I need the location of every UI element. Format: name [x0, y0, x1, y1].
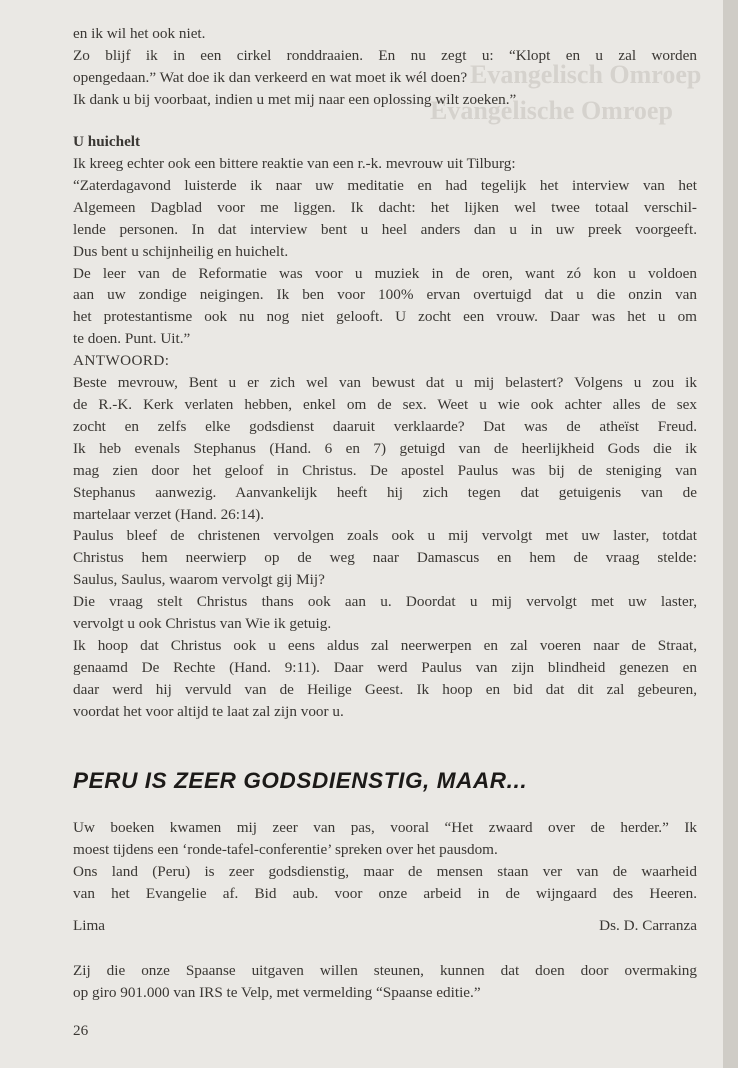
text-line: daar werd hij vervuld van de Heilige Geest. Ik hoop en bid dat dit zal gebeuren,: [73, 680, 697, 698]
text-line: “Zaterdagavond luisterde ik naar uw meditatie en had tegelijk het interview van het: [73, 176, 697, 194]
donation-note: [73, 960, 697, 1004]
answer-label: ANTWOORD:: [73, 352, 170, 370]
text-line: zocht en zelfs elke godsdienst daaruit verklaarde? Dat was de atheïst Freud.: [73, 417, 697, 435]
text-line: de R.-K. Kerk verlaten hebben, enkel om de sex. Weet u wie ook achter alles de sex: [73, 395, 697, 413]
signature: Ds. D. Carranza: [599, 917, 697, 934]
text-line: Saulus, Saulus, waarom vervolgt gij Mij?: [73, 571, 325, 589]
page-number: 26: [73, 1022, 89, 1039]
text-line: voordat het voor altijd te laat zal zijn voor u.: [73, 702, 344, 720]
text-line: mag zien door het geloof in Christus. De apostel Paulus was bij de steniging van: [73, 461, 697, 479]
place-name: Lima: [73, 917, 106, 934]
text-line: De leer van de Reformatie was voor u muziek in de oren, want zó kon u voldoen: [73, 264, 697, 282]
text-line: Uw boeken kwamen mij zeer van pas, vooral “Het zwaard over de herder.” Ik: [73, 819, 697, 836]
text-line: Die vraag stelt Christus thans ook aan u. Doordat u mij vervolgt met uw laster,: [73, 593, 697, 611]
text-line: Ons land (Peru) is zeer godsdienstig, maar de mensen staan ver van de waarheid: [73, 862, 697, 880]
text-line: genaamd De Rechte (Hand. 9:11). Daar werd Paulus van zijn blindheid genezen en: [73, 658, 697, 676]
text-line: aan uw zondige neigingen. Ik ben voor 100% ervan overtuigd dat u die onzin van: [73, 286, 697, 304]
text-line: van het Evangelie af. Bid aub. voor onze arbeid in de wijngaard des Heeren.: [73, 884, 697, 902]
text-line: Dus bent u schijnheilig en huichelt.: [73, 242, 289, 260]
page-edge: [723, 0, 738, 1068]
text-line: te doen. Punt. Uit.”: [73, 330, 191, 348]
text-line: Beste mevrouw, Bent u er zich wel van bewust dat u mij belastert? Volgens u zou ik: [73, 374, 697, 392]
text-line: Algemeen Dagblad voor me liggen. Ik dacht: het lijken wel twee totaal verschil-: [73, 198, 697, 216]
text-line: Ik heb evenals Stephanus (Hand. 6 en 7) getuigd van de heerlijkheid Gods die ik: [73, 439, 697, 457]
text-line: Christus hem neerwierp op de weg naar Damascus en hem de vraag stelde:: [73, 549, 697, 567]
text-line: Zij die onze Spaanse uitgaven willen steunen, kunnen dat doen door overmaking: [73, 962, 697, 979]
letter-intro: [73, 23, 697, 111]
text-line: het protestantisme ook nu nog niet gelooft. U zocht een vrouw. Daar was het u om: [73, 308, 697, 326]
text-line: Zo blijf ik in een cirkel ronddraaien. En nu zegt u: “Klopt en u zal worden: [73, 46, 697, 64]
section-heading: U huichelt: [73, 133, 141, 150]
text-line: martelaar verzet (Hand. 26:14).: [73, 505, 265, 523]
text-line: vervolgt u ook Christus van Wie ik getuig.: [73, 615, 332, 633]
text-line: moest tijdens een ‘ronde-tafel-conferentie’ spreken over het pausdom.: [73, 840, 498, 858]
text-line: Ik dank u bij voorbaat, indien u met mij naar een oplossing wilt zoeken.”: [73, 90, 517, 108]
text-line: Ik kreeg echter ook een bittere reaktie van een r.-k. mevrouw uit Tilburg:: [73, 155, 516, 172]
article-body: [73, 817, 697, 905]
text-line: lende personen. In dat interview bent u heel anders dan u in uw preek voorgeeft.: [73, 220, 697, 238]
text-line: Paulus bleef de christenen vervolgen zoals ook u mij vervolgt met uw laster, totdat: [73, 527, 697, 545]
text-line: en ik wil het ook niet.: [73, 25, 206, 42]
text-line: Ik hoop dat Christus ook u eens aldus zal neerwerpen en zal voeren naar de Straat,: [73, 636, 697, 654]
text-line: op giro 901.000 van IRS te Velp, met vermelding “Spaanse editie.”: [73, 983, 481, 1001]
bleed-through-title-1: Evangelisch Omroep: [470, 60, 702, 89]
article-title: PERU IS ZEER GODSDIENSTIG, MAAR...: [73, 768, 528, 793]
signature-row: [73, 917, 697, 939]
text-line: Stephanus aanwezig. Aanvankelijk heeft hij zich tegen dat getuigenis van de: [73, 483, 697, 501]
letter-body: [73, 153, 697, 723]
bleed-through-title-2: Evangelische Omroep: [430, 96, 673, 125]
text-line: opengedaan.” Wat doe ik dan verkeerd en wat moet ik wél doen?: [73, 68, 468, 86]
